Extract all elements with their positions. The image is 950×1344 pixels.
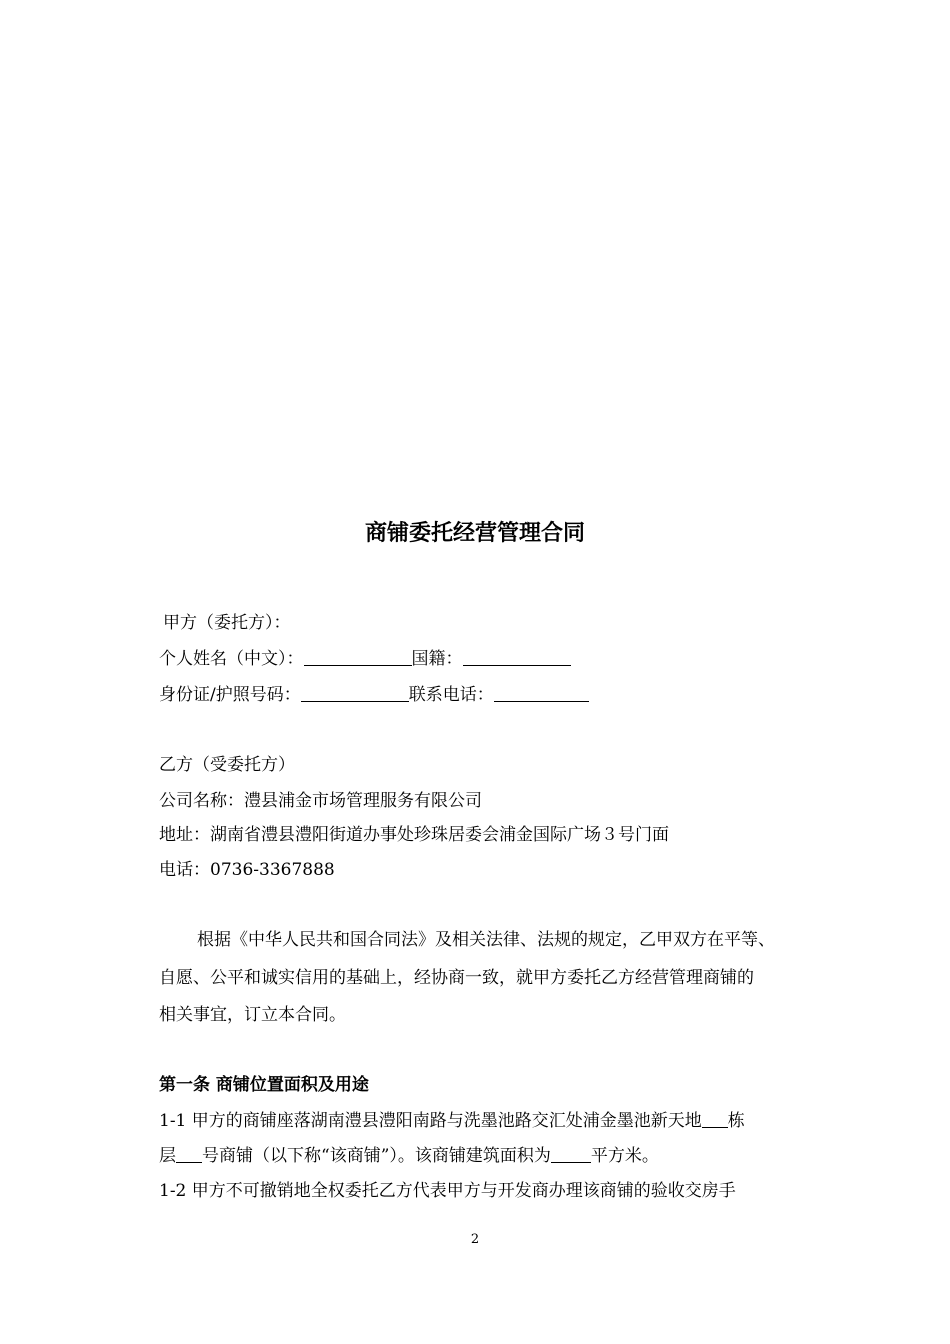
phone-blank[interactable]	[494, 685, 589, 702]
party-b-phone: 电话：0736-3367888	[159, 860, 335, 880]
nationality-label: 国籍：	[411, 649, 463, 669]
clause-1-2-line-1: 1-2 甲方不可撤销地全权委托乙方代表甲方与开发商办理该商铺的验收交房手	[159, 1181, 736, 1201]
page-number: 2	[470, 1232, 480, 1247]
name-blank[interactable]	[304, 649, 412, 666]
contract-title: 商铺委托经营管理合同	[364, 521, 585, 546]
name-label: 个人姓名（中文）：	[159, 649, 304, 669]
preamble-line-2: 自愿、公平和诚实信用的基础上，经协商一致，就甲方委托乙方经营管理商铺的	[159, 968, 754, 988]
unit-blank[interactable]	[176, 1146, 202, 1163]
nationality-blank[interactable]	[463, 649, 571, 666]
phone-label: 联系电话：	[408, 685, 494, 705]
preamble-line-3: 相关事宜，订立本合同。	[159, 1005, 346, 1025]
id-blank[interactable]	[301, 685, 409, 702]
preamble-line-1: 根据《中华人民共和国合同法》及相关法律、法规的规定，乙甲双方在平等、	[197, 930, 775, 950]
id-label: 身份证/护照号码：	[159, 685, 301, 705]
party-b-address: 地址：湖南省澧县澧阳街道办事处珍珠居委会浦金国际广场３号门面	[159, 825, 669, 845]
clause-1-1-line-1: 1-1 甲方的商铺座落湖南澧县澧阳南路与洗墨池路交汇处浦金墨池新天地 栋	[159, 1111, 745, 1131]
building-blank[interactable]	[702, 1111, 728, 1128]
party-a-id-row	[159, 680, 589, 705]
party-a-name-row	[159, 644, 571, 669]
area-blank[interactable]	[551, 1146, 591, 1163]
party-b-heading: 乙方（受委托方）	[159, 755, 295, 775]
party-b-company: 公司名称：澧县浦金市场管理服务有限公司	[159, 791, 482, 811]
clause-1-1-line-2: 层 号商铺（以下称“该商铺”）。该商铺建筑面积为 平方米。	[159, 1146, 659, 1166]
party-a-heading: 甲方（委托方）：	[163, 613, 291, 633]
article-1-heading: 第一条 商铺位置面积及用途	[159, 1075, 369, 1095]
